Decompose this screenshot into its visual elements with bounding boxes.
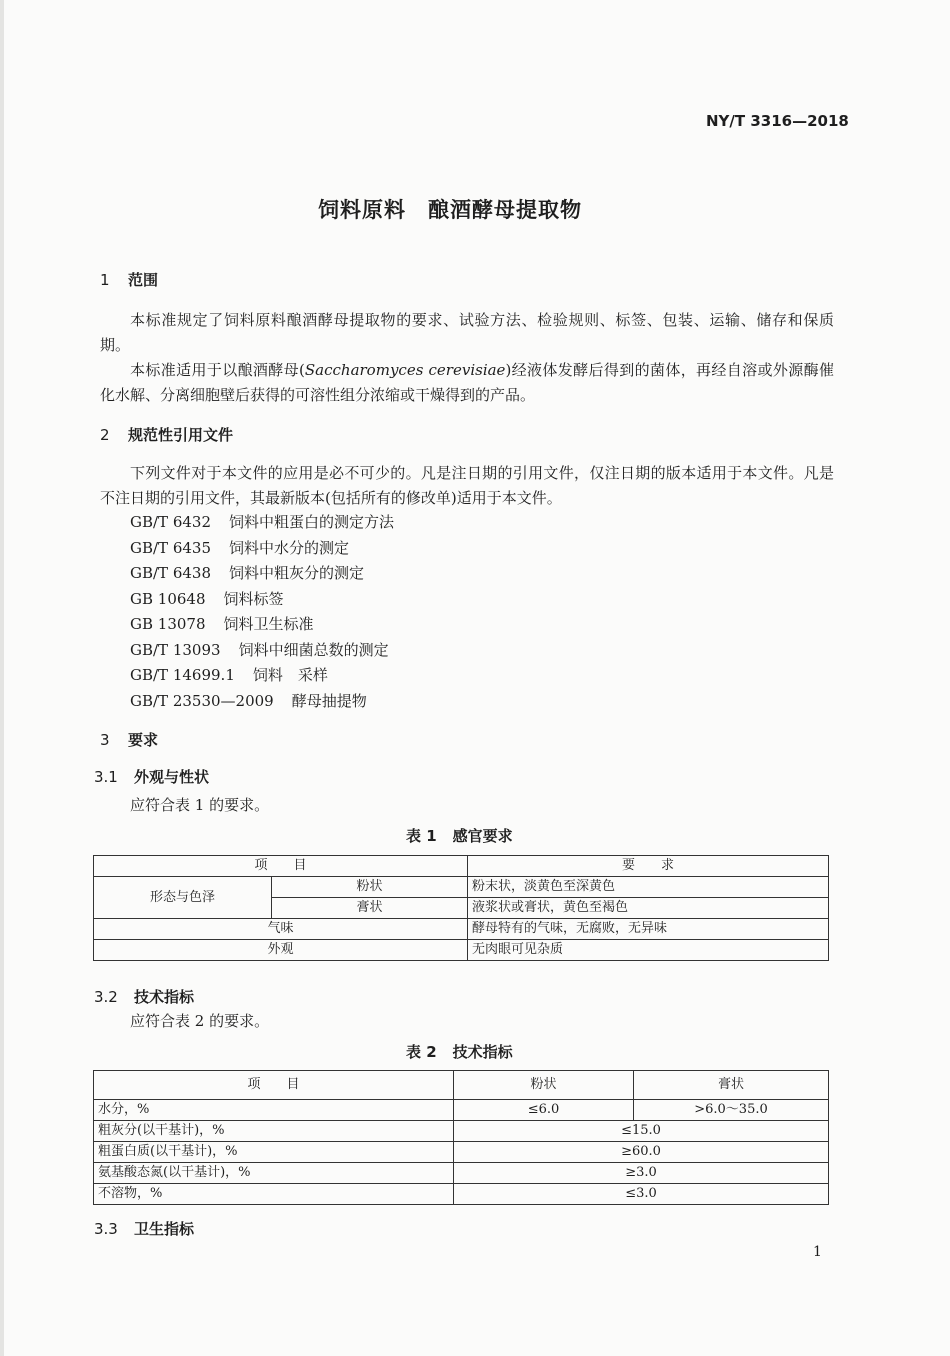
scan-edge <box>0 0 4 1356</box>
table-cell: ≤3.0 <box>454 1184 829 1205</box>
section-2-heading: 2 规范性引用文件 <box>100 426 234 444</box>
table-cell: 形态与色泽 <box>94 877 272 919</box>
title-part-1: 饲料原料 <box>318 198 406 222</box>
table-header-powder: 粉状 <box>454 1071 634 1100</box>
table-cell: 气味 <box>94 919 468 940</box>
table-cell: 粗蛋白质(以干基计)，% <box>94 1142 454 1163</box>
table-2-caption: 表 2 技术指标 <box>406 1043 513 1061</box>
document-title <box>318 194 582 224</box>
section-1-para-1: 本标准规定了饲料原料酿酒酵母提取物的要求、试验方法、检验规则、标签、包装、运输、储存和保质期。 <box>100 311 834 354</box>
page-number: 1 <box>813 1244 822 1260</box>
section-1-para-2: 本标准适用于以酿酒酵母(Saccharomyces cerevisiae)经液体发酵后得到的菌体，再经自溶或外源酶催化水解、分离细胞壁后获得的可溶性组分浓缩或干燥得到的产品。 <box>100 361 834 404</box>
reference-item: GB 10648 饲料标签 <box>130 590 284 608</box>
table-cell: >6.0～35.0 <box>634 1100 829 1121</box>
section-3-1-heading: 3.1 外观与性状 <box>94 768 210 786</box>
table-header-requirement: 要 求 <box>468 856 829 877</box>
reference-item: GB 13078 饲料卫生标准 <box>130 615 314 633</box>
table-cell: ≤15.0 <box>454 1121 829 1142</box>
reference-item: GB/T 14699.1 饲料 采样 <box>130 666 328 684</box>
table-2-technical <box>93 1070 829 1205</box>
section-3-heading: 3 要求 <box>100 731 159 749</box>
table-cell: 不溶物，% <box>94 1184 454 1205</box>
table-cell: ≥3.0 <box>454 1163 829 1184</box>
table-1-sensory <box>93 855 829 961</box>
reference-item: GB/T 6438 饲料中粗灰分的测定 <box>130 564 365 582</box>
reference-item: GB/T 6435 饲料中水分的测定 <box>130 539 350 557</box>
table-header-paste: 膏状 <box>634 1071 829 1100</box>
table-cell: 粗灰分(以干基计)，% <box>94 1121 454 1142</box>
section-3-1-text: 应符合表 1 的要求。 <box>130 796 270 814</box>
section-3-3-heading: 3.3 卫生指标 <box>94 1220 195 1238</box>
table-cell: 液浆状或膏状，黄色至褐色 <box>468 898 829 919</box>
table-cell: ≥60.0 <box>454 1142 829 1163</box>
table-cell: 酵母特有的气味，无腐败，无异味 <box>468 919 829 940</box>
table-cell: 膏状 <box>272 898 468 919</box>
table-cell: ≤6.0 <box>454 1100 634 1121</box>
table-cell: 氨基酸态氮(以干基计)，% <box>94 1163 454 1184</box>
reference-item: GB/T 6432 饲料中粗蛋白的测定方法 <box>130 513 395 531</box>
standard-number: NY/T 3316—2018 <box>706 112 849 130</box>
section-1-heading: 1 范围 <box>100 271 159 289</box>
section-2-para: 下列文件对于本文件的应用是必不可少的。凡是注日期的引用文件，仅注日期的版本适用于本文件。凡是不注日期的引用文件，其最新版本(包括所有的修改单)适用于本文件。 <box>100 464 834 507</box>
table-cell: 水分，% <box>94 1100 454 1121</box>
section-3-2-heading: 3.2 技术指标 <box>94 988 195 1006</box>
table-cell: 外观 <box>94 940 468 961</box>
reference-item: GB/T 13093 饲料中细菌总数的测定 <box>130 641 389 659</box>
table-cell: 无肉眼可见杂质 <box>468 940 829 961</box>
table-header-item: 项 目 <box>94 1071 454 1100</box>
table-header-item: 项 目 <box>94 856 468 877</box>
section-3-2-text: 应符合表 2 的要求。 <box>130 1012 270 1030</box>
table-1-caption: 表 1 感官要求 <box>406 827 513 845</box>
title-part-2: 酿酒酵母提取物 <box>428 198 582 222</box>
table-cell: 粉状 <box>272 877 468 898</box>
table-cell: 粉末状，淡黄色至深黄色 <box>468 877 829 898</box>
reference-item: GB/T 23530—2009 酵母抽提物 <box>130 692 367 710</box>
